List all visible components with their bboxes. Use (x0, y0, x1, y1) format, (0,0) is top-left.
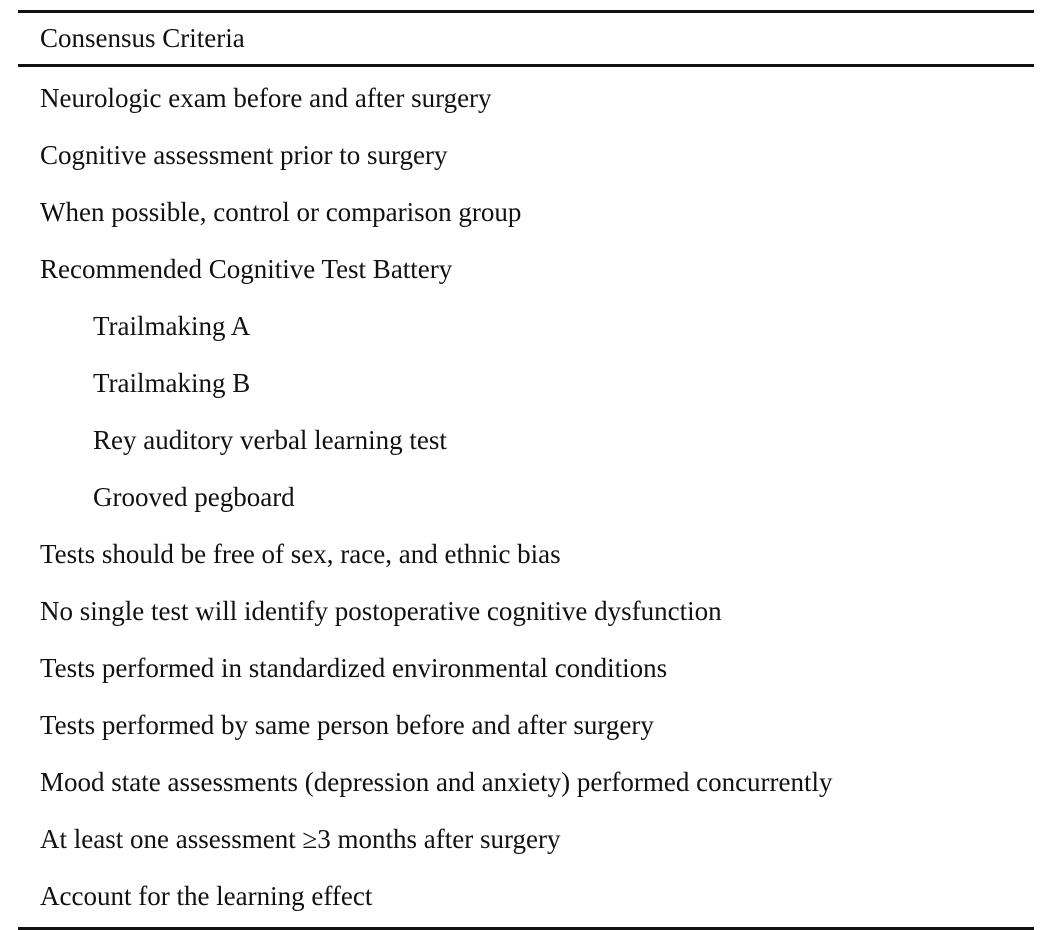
table-row-sub: Grooved pegboard (93, 482, 295, 512)
table-row-sub: Trailmaking A (93, 311, 251, 341)
table-row: Recommended Cognitive Test Battery (40, 254, 453, 284)
table-header: Consensus Criteria (18, 13, 1034, 67)
table-row-sub: Rey auditory verbal learning test (93, 425, 447, 455)
table-row: Tests should be free of sex, race, and ethnic bias (40, 539, 561, 569)
table-row: Mood state assessments (depression and anxiety) performed concurrently (40, 767, 833, 797)
table-row: When possible, control or comparison group (40, 197, 522, 227)
table-row: Neurologic exam before and after surgery (40, 83, 492, 113)
table-body (18, 67, 1034, 925)
table-row: Cognitive assessment prior to surgery (40, 140, 448, 170)
table-row: Account for the learning effect (40, 881, 373, 911)
criteria-table (18, 10, 1034, 930)
table-row: Tests performed by same person before and after surgery (40, 710, 654, 740)
table-row: No single test will identify postoperative cognitive dysfunction (40, 596, 722, 626)
table-row-sub: Trailmaking B (93, 368, 251, 398)
table-row: Tests performed in standardized environmental conditions (40, 653, 668, 683)
table-row: At least one assessment ≥3 months after surgery (40, 824, 561, 854)
